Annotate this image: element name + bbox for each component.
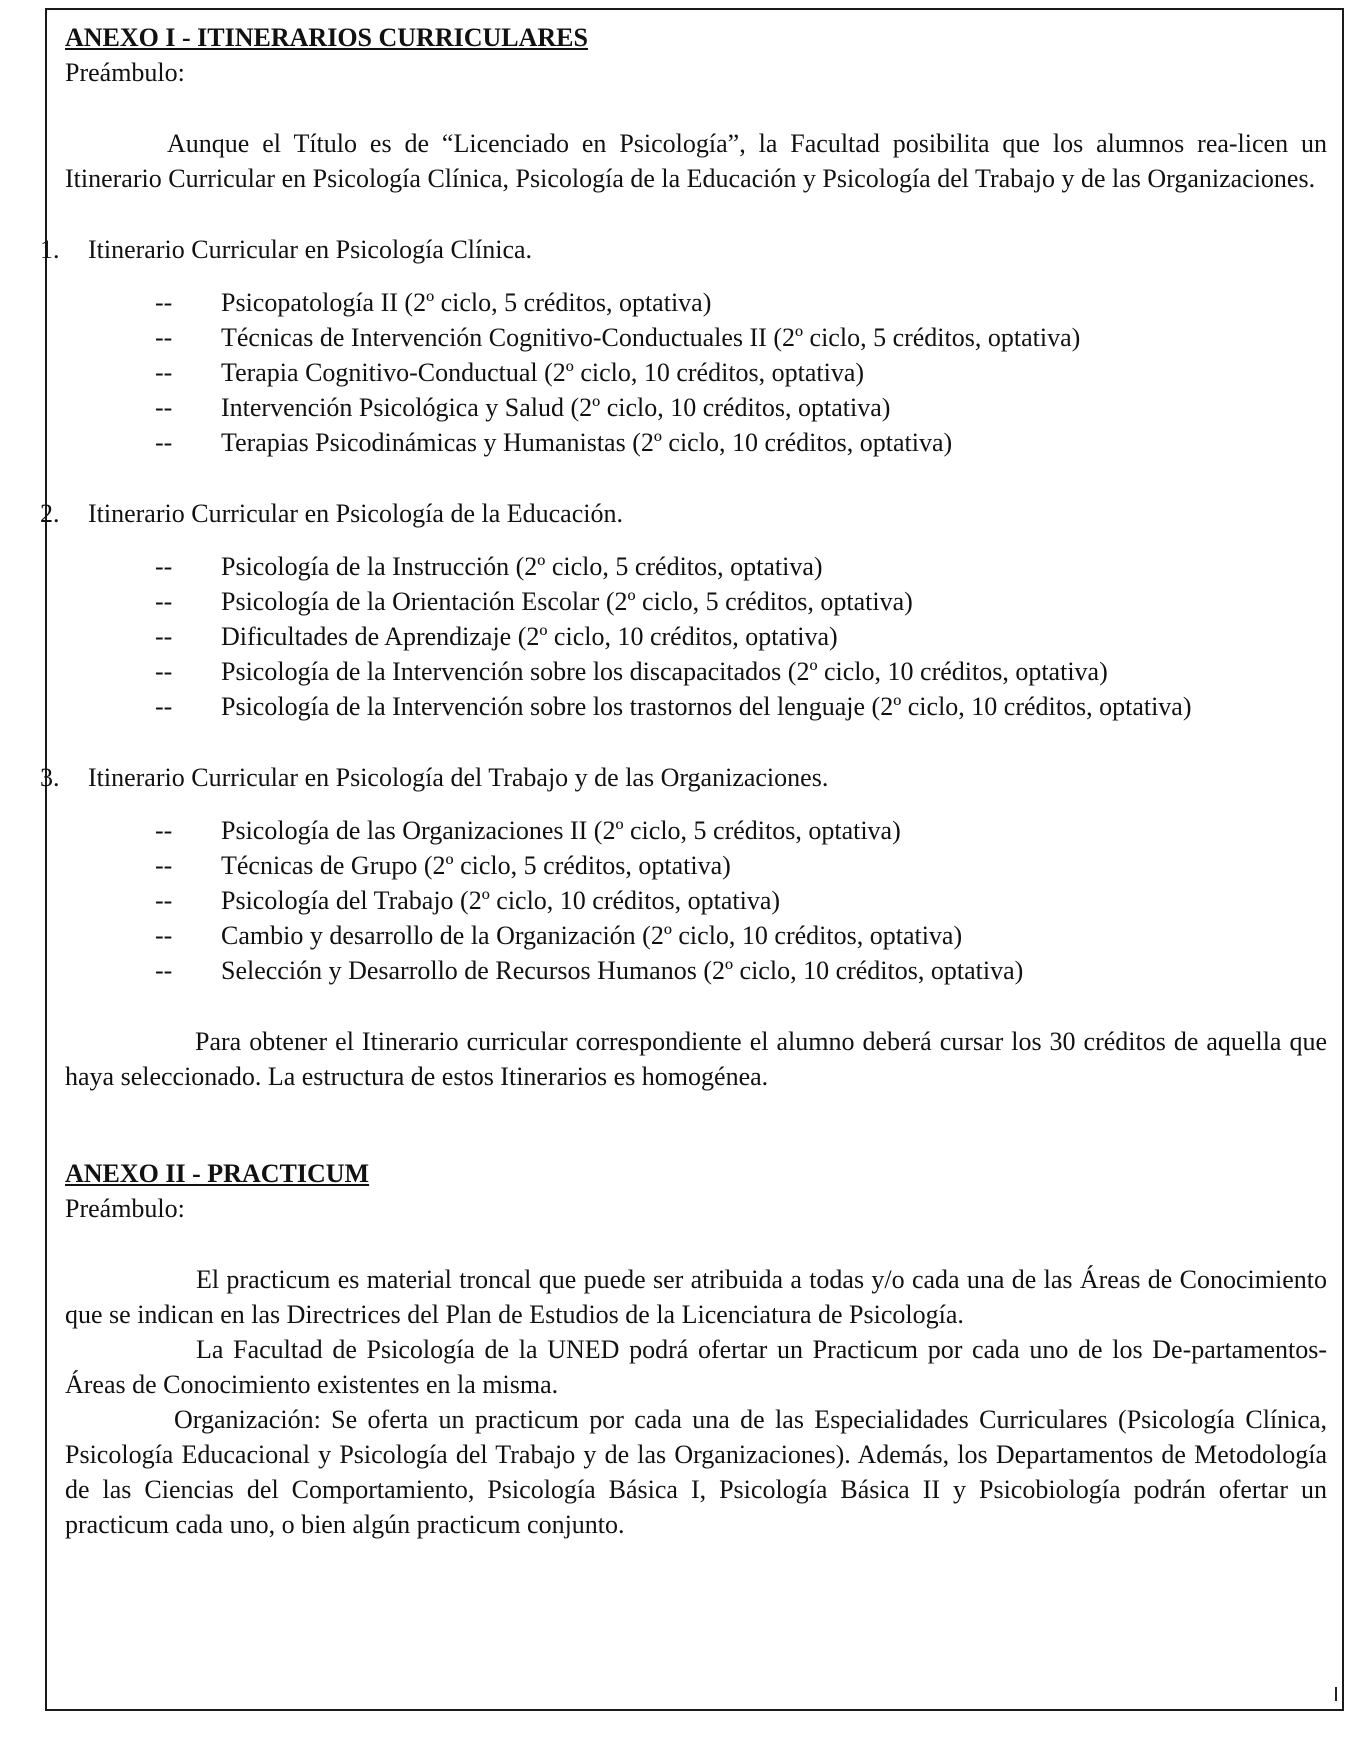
dash-bullet: --	[155, 358, 173, 387]
annex2-para-1: El practicum es material troncal que puede ser atribuida a todas y/o cada una de las Áreas de Conocimiento que se indican en las Directrices del Plan de Estudios de la Licenciatura de Psicología.	[65, 1265, 1327, 1329]
course-text: Psicología de la Instrucción (2º ciclo, 5 créditos, optativa)	[221, 552, 823, 581]
annex2-para-2: La Facultad de Psicología de la UNED podrá ofertar un Practicum por cada uno de los De-partamentos-Áreas de Conocimiento existentes en la misma.	[65, 1335, 1327, 1399]
list-item	[65, 584, 1327, 619]
dash-bullet: --	[155, 393, 173, 422]
dash-bullet: --	[155, 886, 173, 915]
section-title-text: Itinerario Curricular en Psicología de la Educación.	[88, 499, 623, 528]
course-text: Terapias Psicodinámicas y Humanistas (2º ciclo, 10 créditos, optativa)	[221, 428, 953, 457]
annex1-title: ANEXO I - ITINERARIOS CURRICULARES	[65, 23, 588, 52]
dash-bullet: --	[155, 956, 173, 985]
list-item	[65, 918, 1327, 953]
course-text: Dificultades de Aprendizaje (2º ciclo, 10 créditos, optativa)	[221, 622, 838, 651]
course-text: Técnicas de Intervención Cognitivo-Conductuales II (2º ciclo, 5 créditos, optativa)	[221, 323, 1081, 352]
section-3-course-list	[65, 813, 1327, 988]
section-number: 2.	[40, 499, 60, 528]
section-2-title	[40, 496, 1327, 531]
course-text: Psicología de la Orientación Escolar (2º ciclo, 5 créditos, optativa)	[221, 587, 913, 616]
list-item	[65, 320, 1327, 355]
dash-bullet: --	[155, 323, 173, 352]
course-text: Psicología de la Intervención sobre los trastornos del lenguaje (2º ciclo, 10 créditos, optativa)	[221, 692, 1192, 721]
section-2-course-list	[65, 549, 1327, 724]
course-text: Psicología del Trabajo (2º ciclo, 10 créditos, optativa)	[221, 886, 781, 915]
annex1-intro: Aunque el Título es de “Licenciado en Psicología”, la Facultad posibilita que los alumnos rea-licen un Itinerario Curricular en Psicología Clínica, Psicología de la Educación y Psicología del Trabajo y de las Organizaciones.	[65, 129, 1327, 193]
document-body	[40, 20, 1327, 1542]
section-3-title	[40, 760, 1327, 795]
list-item	[65, 848, 1327, 883]
dash-bullet: --	[155, 692, 173, 721]
dash-bullet: --	[155, 816, 173, 845]
dash-bullet: --	[155, 587, 173, 616]
annex1-closing: Para obtener el Itinerario curricular correspondiente el alumno deberá cursar los 30 créditos de aquella que haya seleccionado. La estructura de estos Itinerarios es homogénea.	[65, 1027, 1327, 1091]
course-text: Terapia Cognitivo-Conductual (2º ciclo, 10 créditos, optativa)	[221, 358, 865, 387]
list-item	[65, 813, 1327, 848]
course-text: Psicología de la Intervención sobre los discapacitados (2º ciclo, 10 créditos, optativa)	[221, 657, 1108, 686]
section-number: 1.	[40, 235, 60, 264]
list-item	[65, 390, 1327, 425]
course-text: Intervención Psicológica y Salud (2º ciclo, 10 créditos, optativa)	[221, 393, 891, 422]
dash-bullet: --	[155, 428, 173, 457]
course-text: Técnicas de Grupo (2º ciclo, 5 créditos, optativa)	[221, 851, 731, 880]
list-item	[65, 355, 1327, 390]
dash-bullet: --	[155, 288, 173, 317]
list-item	[65, 425, 1327, 460]
list-item	[65, 285, 1327, 320]
dash-bullet: --	[155, 622, 173, 651]
scan-mark	[1335, 1687, 1337, 1701]
list-item	[65, 549, 1327, 584]
course-text: Cambio y desarrollo de la Organización (2º ciclo, 10 créditos, optativa)	[221, 921, 963, 950]
section-1-title	[40, 232, 1327, 267]
dash-bullet: --	[155, 921, 173, 950]
list-item	[65, 689, 1327, 724]
dash-bullet: --	[155, 657, 173, 686]
course-text: Psicología de las Organizaciones II (2º ciclo, 5 créditos, optativa)	[221, 816, 901, 845]
annex1-preamble-label: Preámbulo:	[65, 58, 185, 87]
section-number: 3.	[40, 763, 60, 792]
section-title-text: Itinerario Curricular en Psicología Clínica.	[88, 235, 533, 264]
section-title-text: Itinerario Curricular en Psicología del Trabajo y de las Organizaciones.	[88, 763, 829, 792]
list-item	[65, 619, 1327, 654]
dash-bullet: --	[155, 552, 173, 581]
annex2-title: ANEXO II - PRACTICUM	[65, 1159, 370, 1188]
annex2-preamble-label: Preámbulo:	[65, 1194, 185, 1223]
list-item	[65, 883, 1327, 918]
list-item	[65, 953, 1327, 988]
course-text: Psicopatología II (2º ciclo, 5 créditos, optativa)	[221, 288, 712, 317]
dash-bullet: --	[155, 851, 173, 880]
section-1-course-list	[65, 285, 1327, 460]
course-text: Selección y Desarrollo de Recursos Humanos (2º ciclo, 10 créditos, optativa)	[221, 956, 1024, 985]
annex2-para-3: Organización: Se oferta un practicum por cada una de las Especialidades Curriculares (Psicología Clínica, Psicología Educacional y Psicología del Trabajo y de las Organizaciones). Además, los Departamentos de Metodología de las Ciencias del Comportamiento, Psicología Básica I, Psicología Básica II y Psicobiología podrán ofertar un practicum cada uno, o bien algún practicum conjunto.	[65, 1405, 1327, 1539]
list-item	[65, 654, 1327, 689]
